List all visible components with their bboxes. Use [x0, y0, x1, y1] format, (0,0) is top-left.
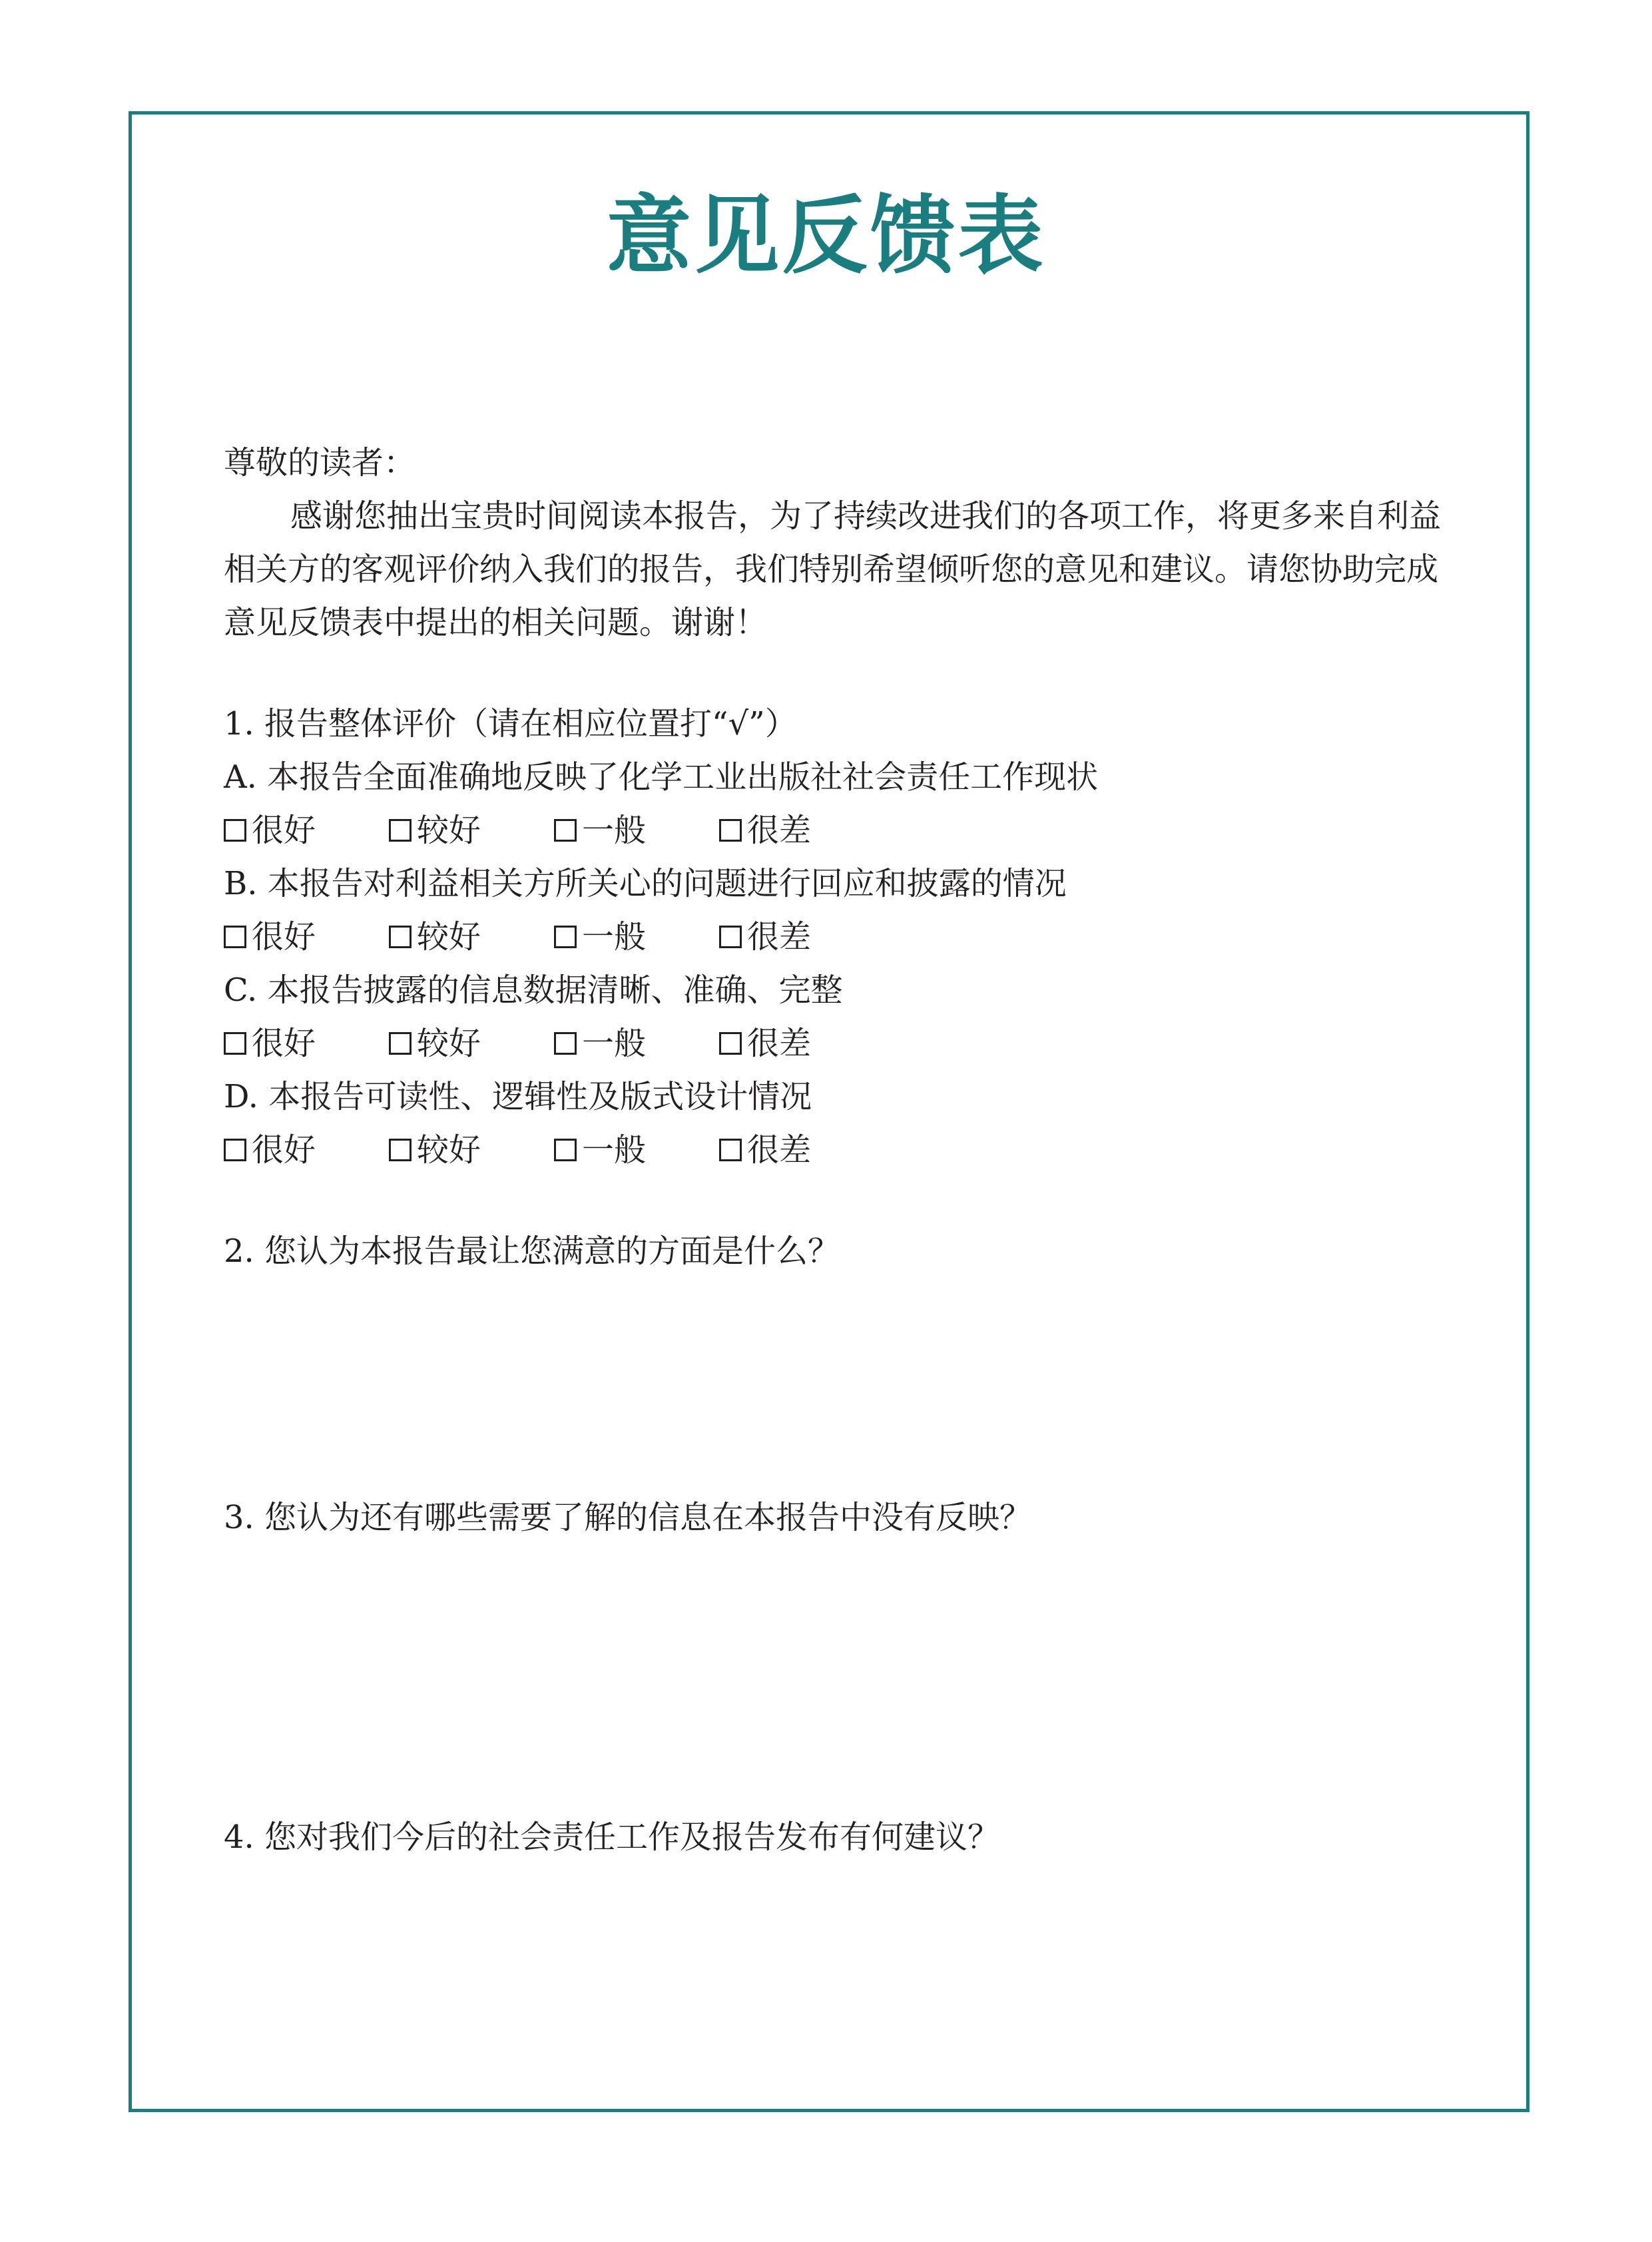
option-average[interactable]: 一般 [554, 1017, 719, 1070]
option-poor[interactable]: 很差 [719, 1123, 884, 1177]
option-good[interactable]: 较好 [389, 804, 554, 857]
rating-options-b [224, 910, 1449, 964]
question-4: 4. 您对我们今后的社会责任工作及报告发布有何建议？ [224, 1819, 1000, 1856]
intro-paragraph: 感谢您抽出宝贵时间阅读本报告，为了持续改进我们的各项工作，将更多来自利益相关方的客观评价纳入我们的报告，我们特别希望倾听您的意见和建议。请您协助完成意见反馈表中提出的相关问题。谢谢！ [224, 497, 1442, 641]
checkbox[interactable] [719, 819, 742, 842]
question-3: 3. 您认为还有哪些需要了解的信息在本报告中没有反映？ [224, 1499, 1032, 1536]
question-1-item-a: A. 本报告全面准确地反映了化学工业出版社社会责任工作现状 [224, 758, 1099, 796]
option-average[interactable]: 一般 [554, 1123, 719, 1177]
checkbox[interactable] [554, 819, 577, 842]
checkbox[interactable] [389, 926, 412, 948]
option-average[interactable]: 一般 [554, 804, 719, 857]
option-poor[interactable]: 很差 [719, 804, 884, 857]
checkbox[interactable] [719, 926, 742, 948]
checkbox[interactable] [389, 1032, 412, 1055]
option-good[interactable]: 较好 [389, 1017, 554, 1070]
option-poor[interactable]: 很差 [719, 910, 884, 964]
checkbox[interactable] [719, 1032, 742, 1055]
question-1-item-b: B. 本报告对利益相关方所关心的问题进行回应和披露的情况 [224, 865, 1067, 902]
checkbox[interactable] [554, 1032, 577, 1055]
checkbox[interactable] [719, 1139, 742, 1161]
checkbox[interactable] [224, 819, 246, 842]
question-1-item-d: D. 本报告可读性、逻辑性及版式设计情况 [224, 1078, 812, 1115]
checkbox[interactable] [224, 1139, 246, 1161]
greeting: 尊敬的读者： [224, 444, 416, 481]
checkbox[interactable] [389, 819, 412, 842]
option-average[interactable]: 一般 [554, 910, 719, 964]
option-poor[interactable]: 很差 [719, 1017, 884, 1070]
checkbox[interactable] [554, 1139, 577, 1161]
option-very-good[interactable]: 很好 [224, 910, 389, 964]
rating-options-d [224, 1123, 1449, 1177]
checkbox[interactable] [389, 1139, 412, 1161]
option-good[interactable]: 较好 [389, 910, 554, 964]
option-good[interactable]: 较好 [389, 1123, 554, 1177]
rating-options-a [224, 804, 1449, 857]
option-very-good[interactable]: 很好 [224, 1123, 389, 1177]
answer-area-4[interactable] [224, 1864, 1449, 2077]
question-1-heading: 1. 报告整体评价（请在相应位置打“√”） [224, 705, 797, 742]
answer-area-2[interactable] [224, 1278, 1449, 1491]
question-1-item-c: C. 本报告披露的信息数据清晰、准确、完整 [224, 972, 843, 1009]
checkbox[interactable] [554, 926, 577, 948]
rating-options-c [224, 1017, 1449, 1070]
page-title: 意见反馈表 [606, 186, 1046, 286]
checkbox[interactable] [224, 926, 246, 948]
answer-area-3[interactable] [224, 1544, 1449, 1811]
checkbox[interactable] [224, 1032, 246, 1055]
form-body [224, 436, 1449, 2077]
option-very-good[interactable]: 很好 [224, 804, 389, 857]
question-2: 2. 您认为本报告最让您满意的方面是什么？ [224, 1233, 840, 1270]
option-very-good[interactable]: 很好 [224, 1017, 389, 1070]
